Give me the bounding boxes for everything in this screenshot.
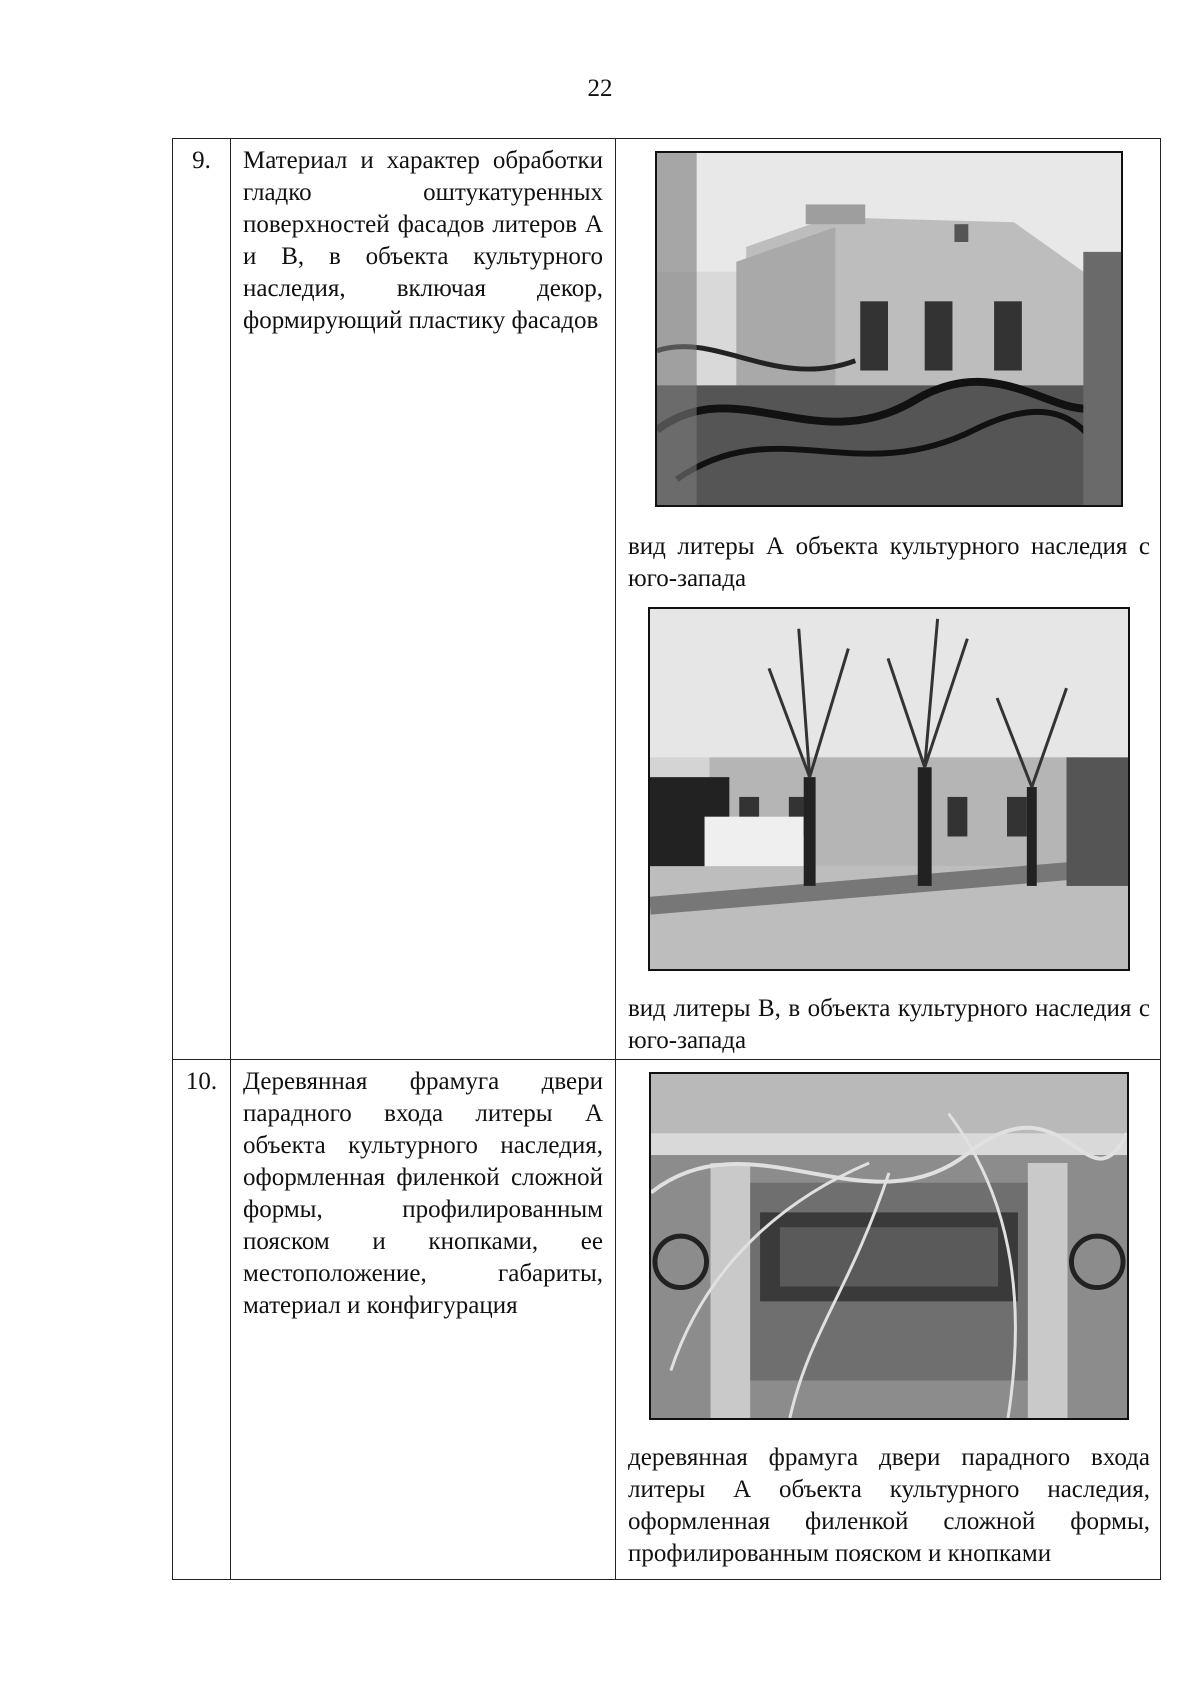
feature-description: Деревянная фрамуга двери парадного входа литеры А объекта культурного наследия, оформленная филенкой сложной формы, профилированным пояском и кнопками, ее местоположение, габариты, материал и конфигурация <box>231 1060 616 1580</box>
photo-door-transom <box>649 1072 1129 1420</box>
monument-features-table <box>172 138 1161 1580</box>
photo-facade-litera-a <box>655 151 1123 507</box>
photo-cell <box>616 1060 1161 1580</box>
feature-description: Материал и характер обработки гладко оштукатуренных поверхностей фасадов литеров А и В, в объекта культурного наследия, включая декор, формирующий пластику фасадов <box>231 139 616 1060</box>
photo-facade-litera-v <box>648 607 1130 971</box>
photo-caption: вид литеры А объекта культурного наследия с юго-запада <box>628 533 1150 592</box>
photo-cell <box>616 139 1161 1060</box>
table-row <box>173 139 1161 1060</box>
row-number: 9. <box>173 139 231 1060</box>
page-number: 22 <box>587 75 613 102</box>
photo-caption: деревянная фрамуга двери парадного входа литеры А объекта культурного наследия, оформленная филенкой сложной формы, профилированным пояском и кнопками <box>628 1444 1150 1567</box>
photo-caption: вид литеры В, в объекта культурного наследия с юго-запада <box>628 995 1150 1054</box>
row-number: 10. <box>173 1060 231 1580</box>
table-row <box>173 1060 1161 1580</box>
